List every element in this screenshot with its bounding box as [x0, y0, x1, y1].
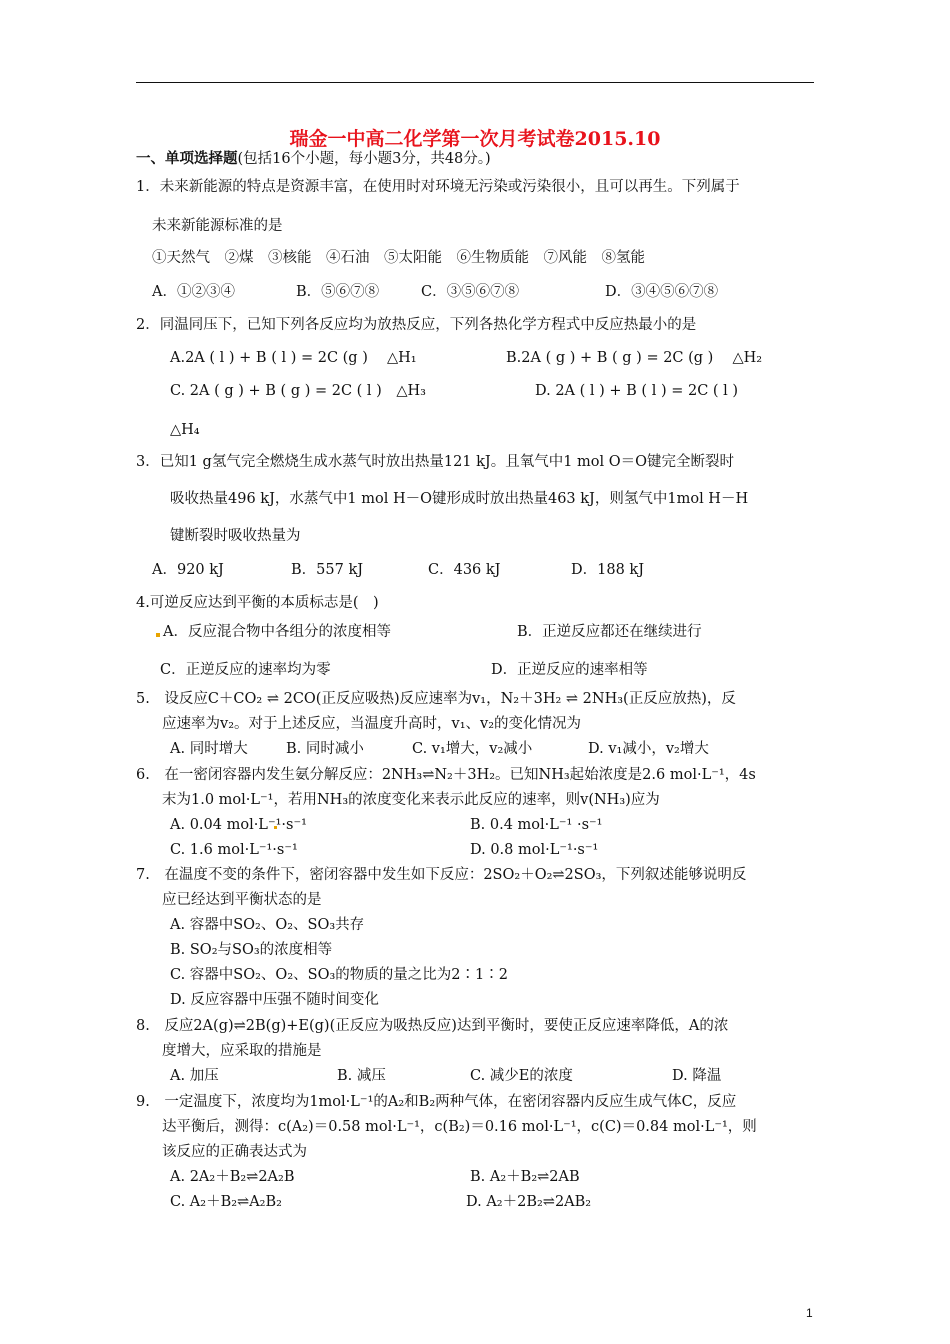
q2-option-c: C. 2A ( g ) + B ( g ) = 2C ( l ) △H₃: [170, 383, 426, 399]
q8-stem-2: 度增大，应采取的措施是: [162, 1043, 322, 1059]
section-label: 一、单项选择题: [136, 150, 238, 167]
q3-option-d: D．188 kJ: [571, 562, 645, 578]
highlight-mark: [156, 633, 160, 637]
q5-option-a: A. 同时增大: [170, 741, 248, 757]
q7-stem-1: 7. 在温度不变的条件下，密闭容器中发生如下反应：2SO₂＋O₂⇌2SO₃，下列叙述能够说明反: [136, 867, 747, 883]
q1-option-c: C．③⑤⑥⑦⑧: [421, 284, 520, 300]
top-rule: [136, 82, 814, 83]
q2-option-b: B.2A ( g ) + B ( g ) = 2C (g ) △H₂: [506, 350, 763, 366]
section-note: (包括16个小题，每小题3分，共48分。): [237, 151, 491, 167]
q2-option-d-delta: △H₄: [170, 422, 200, 438]
q3-stem-1: 3．已知1 g氢气完全燃烧生成水蒸气时放出热量121 kJ。且氧气中1 mol O＝O键完全断裂时: [136, 454, 735, 470]
q3-option-b: B．557 kJ: [291, 562, 364, 578]
q7-option-b: B. SO₂与SO₃的浓度相等: [170, 942, 333, 958]
q6-option-c: C. 1.6 mol·L⁻¹·s⁻¹: [170, 842, 298, 858]
q4-stem: 4.可逆反应达到平衡的本质标志是( ): [136, 595, 379, 611]
q6-option-d: D. 0.8 mol·L⁻¹·s⁻¹: [470, 842, 599, 858]
q6-option-a: A. 0.04 mol·L⁻¹·s⁻¹: [170, 817, 307, 833]
q2-option-d: D. 2A ( l ) + B ( l ) = 2C ( l ): [535, 383, 739, 399]
q8-stem-1: 8. 反应2A(g)⇌2B(g)+E(g)(正反应为吸热反应)达到平衡时，要使正反应速率降低，A的浓: [136, 1018, 729, 1034]
q1-stem-1: 1．未来新能源的特点是资源丰富，在使用时对环境无污染或污染很小，且可以再生。下列属于: [136, 179, 740, 195]
q3-stem-2: 吸收热量496 kJ，水蒸气中1 mol H－O键形成时放出热量463 kJ，则氢气中1mol H－H: [170, 491, 749, 507]
q7-option-a: A. 容器中SO₂、O₂、SO₃共存: [170, 917, 365, 933]
q9-stem-2: 达平衡后，测得：c(A₂)＝0.58 mol·L⁻¹，c(B₂)＝0.16 mol·L⁻¹，c(C)＝0.84 mol·L⁻¹，则: [162, 1119, 757, 1135]
q1-option-d: D．③④⑤⑥⑦⑧: [605, 284, 719, 300]
page-title: 瑞金一中高二化学第一次月考试卷2015.10: [289, 128, 661, 150]
q9-option-d: D. A₂＋2B₂⇌2AB₂: [466, 1194, 592, 1210]
q9-stem-1: 9. 一定温度下，浓度均为1mol·L⁻¹的A₂和B₂两种气体，在密闭容器内反应生成气体C，反应: [136, 1094, 737, 1110]
q8-option-b: B. 减压: [337, 1068, 386, 1084]
q7-stem-2: 应已经达到平衡状态的是: [162, 892, 322, 908]
q4-option-a: A．反应混合物中各组分的浓度相等: [163, 624, 391, 640]
q6-stem-2: 末为1.0 mol·L⁻¹，若用NH₃的浓度变化来表示此反应的速率，则v(NH₃)应为: [162, 792, 660, 808]
q9-option-c: C. A₂＋B₂⇌A₂B₂: [170, 1194, 282, 1210]
q1-stem-2: 未来新能源标准的是: [152, 218, 283, 234]
q8-option-c: C. 减少E的浓度: [470, 1068, 573, 1084]
q1-option-b: B．⑤⑥⑦⑧: [296, 284, 380, 300]
q9-stem-3: 该反应的正确表达式为: [162, 1144, 307, 1160]
q5-option-b: B. 同时减小: [286, 741, 364, 757]
q3-stem-3: 键断裂时吸收热量为: [170, 528, 301, 544]
q6-stem-1: 6. 在一密闭容器内发生氨分解反应：2NH₃⇌N₂＋3H₂。已知NH₃起始浓度是2.6 mol·L⁻¹，4s: [136, 767, 756, 783]
q5-stem-1: 5. 设反应C＋CO₂ ⇌ 2CO(正反应吸热)反应速率为v₁，N₂＋3H₂ ⇌ 2NH₃(正反应放热)，反: [136, 691, 736, 707]
q2-option-a: A.2A ( l ) + B ( l ) = 2C (g ) △H₁: [170, 350, 417, 366]
page-number: 1: [806, 1306, 813, 1320]
q5-option-d: D. v₁减小，v₂增大: [588, 741, 709, 757]
q4-option-c: C．正逆反应的速率均为零: [160, 662, 331, 678]
section-heading: [136, 150, 491, 168]
q7-option-d: D. 反应容器中压强不随时间变化: [170, 992, 379, 1008]
q3-option-c: C．436 kJ: [428, 562, 501, 578]
q9-option-b: B. A₂＋B₂⇌2AB: [470, 1169, 580, 1185]
q4-option-b: B．正逆反应都还在继续进行: [517, 624, 702, 640]
q1-items: ①天然气 ②煤 ③核能 ④石油 ⑤太阳能 ⑥生物质能 ⑦风能 ⑧氢能: [152, 250, 645, 266]
q6-option-b: B. 0.4 mol·L⁻¹ ·s⁻¹: [470, 817, 603, 833]
q9-option-a: A. 2A₂＋B₂⇌2A₂B: [170, 1169, 295, 1185]
q3-option-a: A．920 kJ: [152, 562, 224, 578]
q7-option-c: C. 容器中SO₂、O₂、SO₃的物质的量之比为2∶1∶2: [170, 967, 508, 983]
q8-option-a: A. 加压: [170, 1068, 219, 1084]
q5-stem-2: 应速率为v₂。对于上述反应，当温度升高时，v₁、v₂的变化情况为: [162, 716, 582, 732]
q4-option-d: D．正逆反应的速率相等: [491, 662, 648, 678]
q2-stem: 2．同温同压下，已知下列各反应均为放热反应，下列各热化学方程式中反应热最小的是: [136, 317, 697, 333]
q5-option-c: C. v₁增大，v₂减小: [412, 741, 533, 757]
q1-option-a: A．①②③④: [152, 284, 235, 300]
q8-option-d: D. 降温: [672, 1068, 722, 1084]
